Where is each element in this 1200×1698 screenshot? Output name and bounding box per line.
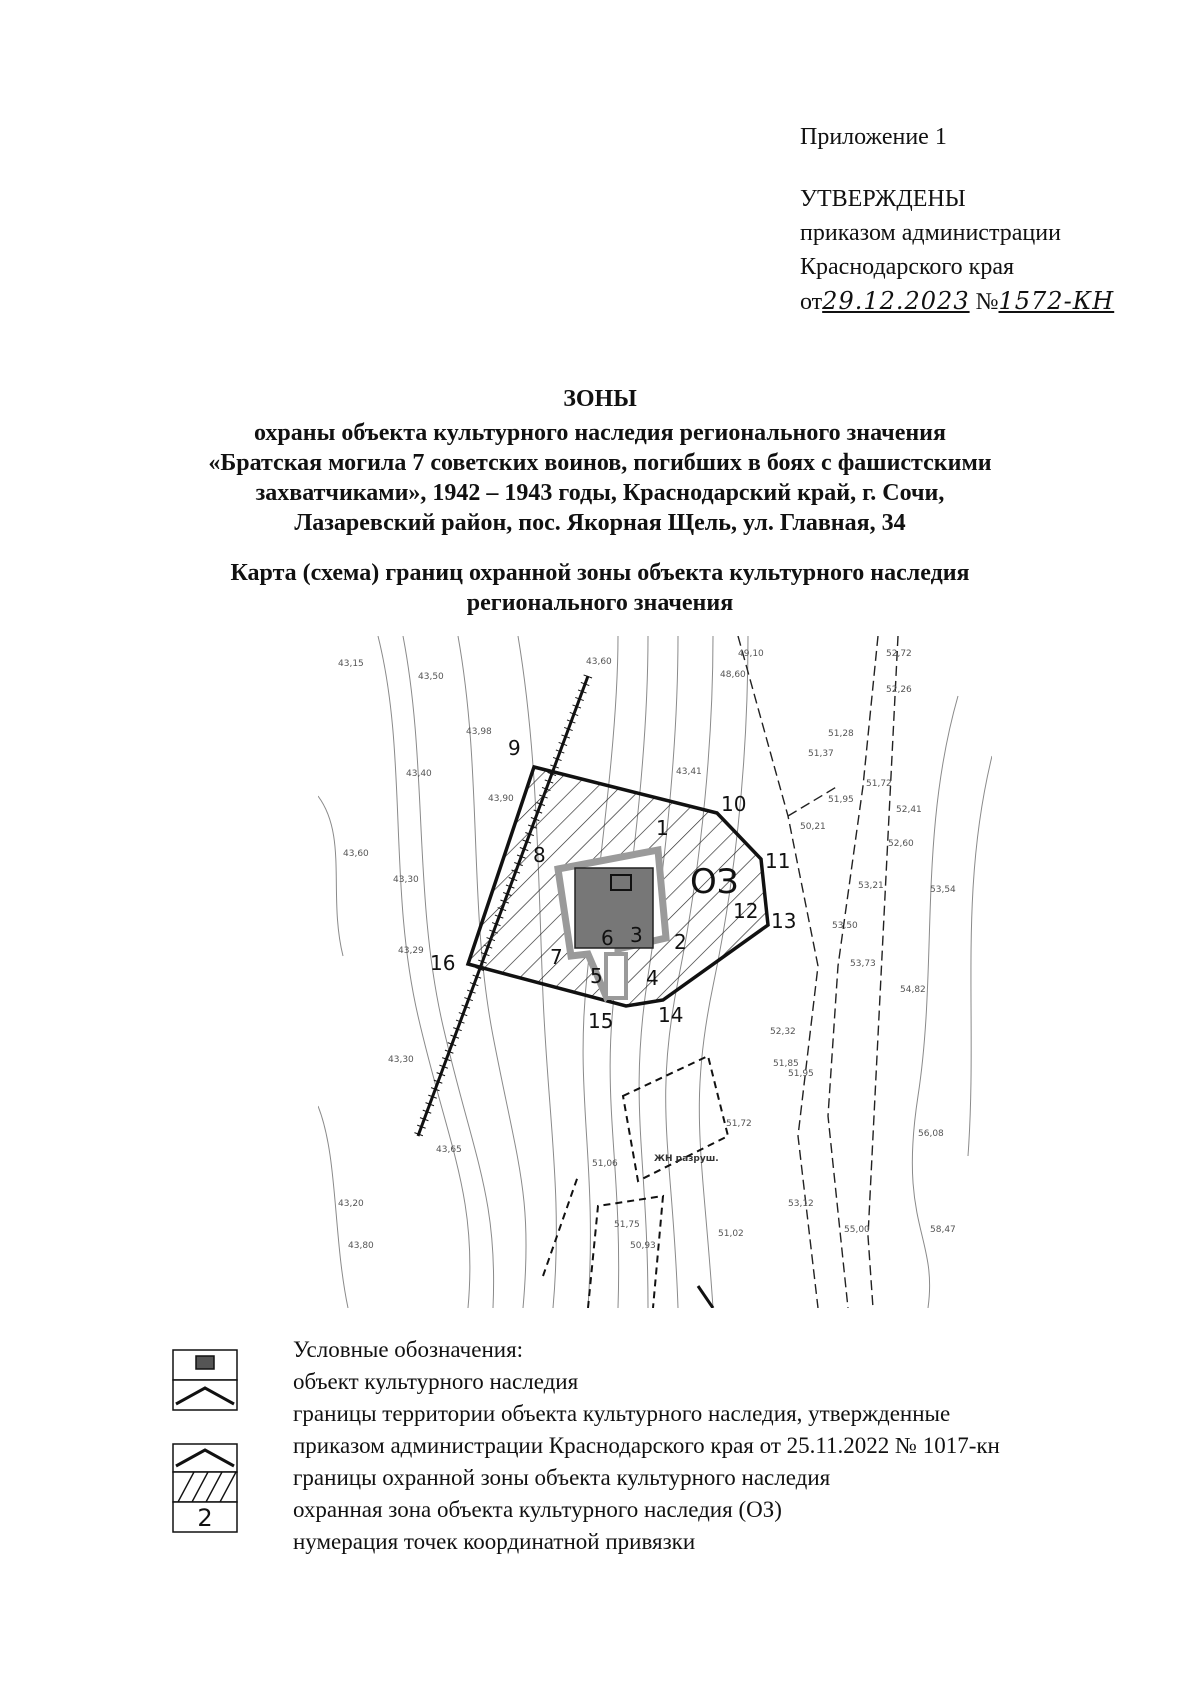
elevation-mark: 50,93	[630, 1241, 656, 1251]
elevation-mark: 52,32	[770, 1027, 796, 1037]
legend-symbols	[172, 1338, 242, 1538]
elevation-mark: 43,60	[343, 849, 369, 859]
elevation-mark: 53,54	[930, 885, 956, 895]
doc-heading: ЗОНЫ	[563, 386, 637, 412]
approval-block	[800, 120, 1114, 319]
zone-label: ОЗ	[690, 862, 739, 902]
legend-item-object: объект культурного наследия	[293, 1369, 579, 1394]
elevation-mark: 52,41	[896, 805, 922, 815]
elevation-mark: 49,10	[738, 649, 764, 659]
elevation-mark: 48,60	[720, 670, 746, 680]
from-prefix: от	[800, 289, 823, 315]
elevation-mark: 43,50	[418, 672, 444, 682]
elevation-mark: 51,28	[828, 729, 854, 739]
boundary-map	[318, 636, 992, 1308]
point-5: 5	[590, 964, 603, 988]
legend-symbol-zone-boundary	[173, 1444, 237, 1472]
elevation-mark: 51,37	[808, 749, 834, 759]
elevation-mark: 50,21	[800, 822, 826, 832]
point-3: 3	[630, 923, 643, 947]
legend-item-territory-2: приказом администрации Краснодарского края от 25.11.2022 № 1017-кн	[293, 1433, 1000, 1458]
elevation-mark: 55,00	[844, 1225, 870, 1235]
elevation-mark: 53,50	[832, 921, 858, 931]
order-date: 29.12.2023	[822, 287, 970, 315]
elevation-mark: 51,75	[614, 1220, 640, 1230]
elevation-mark: 56,08	[918, 1129, 944, 1139]
elevation-mark: 51,02	[718, 1229, 744, 1239]
elevation-mark: 43,30	[388, 1055, 414, 1065]
point-8: 8	[533, 843, 546, 867]
title-line-3: захватчиками», 1942 – 1943 годы, Краснодарский край, г. Сочи,	[255, 480, 945, 506]
title-line-1: охраны объекта культурного наследия регионального значения	[254, 420, 946, 446]
point-16: 16	[430, 951, 456, 975]
elevation-mark: 51,72	[726, 1119, 752, 1129]
legend-symbol-object	[173, 1350, 237, 1380]
elevation-mark: 53,12	[788, 1199, 814, 1209]
elevation-mark: 52,60	[888, 839, 914, 849]
point-2: 2	[674, 930, 687, 954]
point-14: 14	[658, 1003, 684, 1027]
appendix-label: Приложение 1	[800, 124, 947, 150]
elevation-mark: 52,72	[886, 649, 912, 659]
order-date-line	[800, 284, 1114, 319]
elevation-mark: 43,98	[466, 727, 492, 737]
elevation-mark: 51,95	[788, 1069, 814, 1079]
building-label: ЖН разруш.	[654, 1154, 719, 1164]
legend-symbol-zone-hatch	[173, 1472, 237, 1502]
point-11: 11	[765, 849, 791, 873]
elevation-mark: 51,72	[866, 779, 892, 789]
subtitle-line-1: Карта (схема) границ охранной зоны объекта культурного наследия	[230, 560, 970, 586]
legend	[293, 1334, 1000, 1558]
elevation-mark: 43,40	[406, 769, 432, 779]
elevation-mark: 43,15	[338, 659, 364, 669]
order-number: 1572-КН	[998, 287, 1115, 315]
legend-item-zone: охранная зона объекта культурного наследия (ОЗ)	[293, 1497, 782, 1522]
elevation-mark: 43,20	[338, 1199, 364, 1209]
elevation-mark: 52,26	[886, 685, 912, 695]
elevation-mark: 53,73	[850, 959, 876, 969]
region-label: Краснодарского края	[800, 254, 1015, 280]
elevation-mark: 43,41	[676, 767, 702, 777]
title-line-4: Лазаревский район, пос. Якорная Щель, ул. Главная, 34	[294, 510, 906, 536]
point-1: 1	[656, 816, 669, 840]
subtitle-line-2: регионального значения	[466, 590, 734, 616]
legend-item-zone-boundary: границы охранной зоны объекта культурного наследия	[293, 1465, 831, 1490]
legend-symbol-territory	[173, 1380, 237, 1410]
elevation-mark: 43,60	[586, 657, 612, 667]
elevation-mark: 54,82	[900, 985, 926, 995]
legend-item-territory-1: границы территории объекта культурного наследия, утвержденные	[293, 1401, 951, 1426]
legend-number-sample: 2	[197, 1504, 213, 1532]
elevation-mark: 43,30	[393, 875, 419, 885]
elevation-mark: 43,65	[436, 1145, 462, 1155]
point-13: 13	[771, 909, 797, 933]
elevation-mark: 51,06	[592, 1159, 618, 1169]
legend-symbol-number	[173, 1502, 237, 1532]
elevation-mark: 53,21	[858, 881, 884, 891]
elevation-mark: 43,90	[488, 794, 514, 804]
elevation-mark: 58,47	[930, 1225, 956, 1235]
point-4: 4	[646, 966, 659, 990]
point-10: 10	[721, 792, 747, 816]
number-sign: №	[975, 289, 999, 315]
order-label: приказом администрации	[800, 220, 1061, 246]
approved-label: УТВЕРЖДЕНЫ	[800, 186, 966, 212]
legend-heading: Условные обозначения:	[293, 1337, 524, 1362]
elevation-mark: 43,29	[398, 946, 424, 956]
point-15: 15	[588, 1009, 614, 1033]
elevation-mark: 43,80	[348, 1241, 374, 1251]
point-9: 9	[508, 736, 521, 760]
elevation-mark: 51,95	[828, 795, 854, 805]
point-6: 6	[601, 926, 614, 950]
point-12: 12	[733, 899, 759, 923]
elevation-mark: 51,85	[773, 1059, 799, 1069]
title-line-2: «Братская могила 7 советских воинов, погибших в боях с фашистскими	[208, 450, 992, 476]
legend-item-numbering: нумерация точек координатной привязки	[293, 1529, 696, 1554]
point-7: 7	[550, 945, 563, 969]
